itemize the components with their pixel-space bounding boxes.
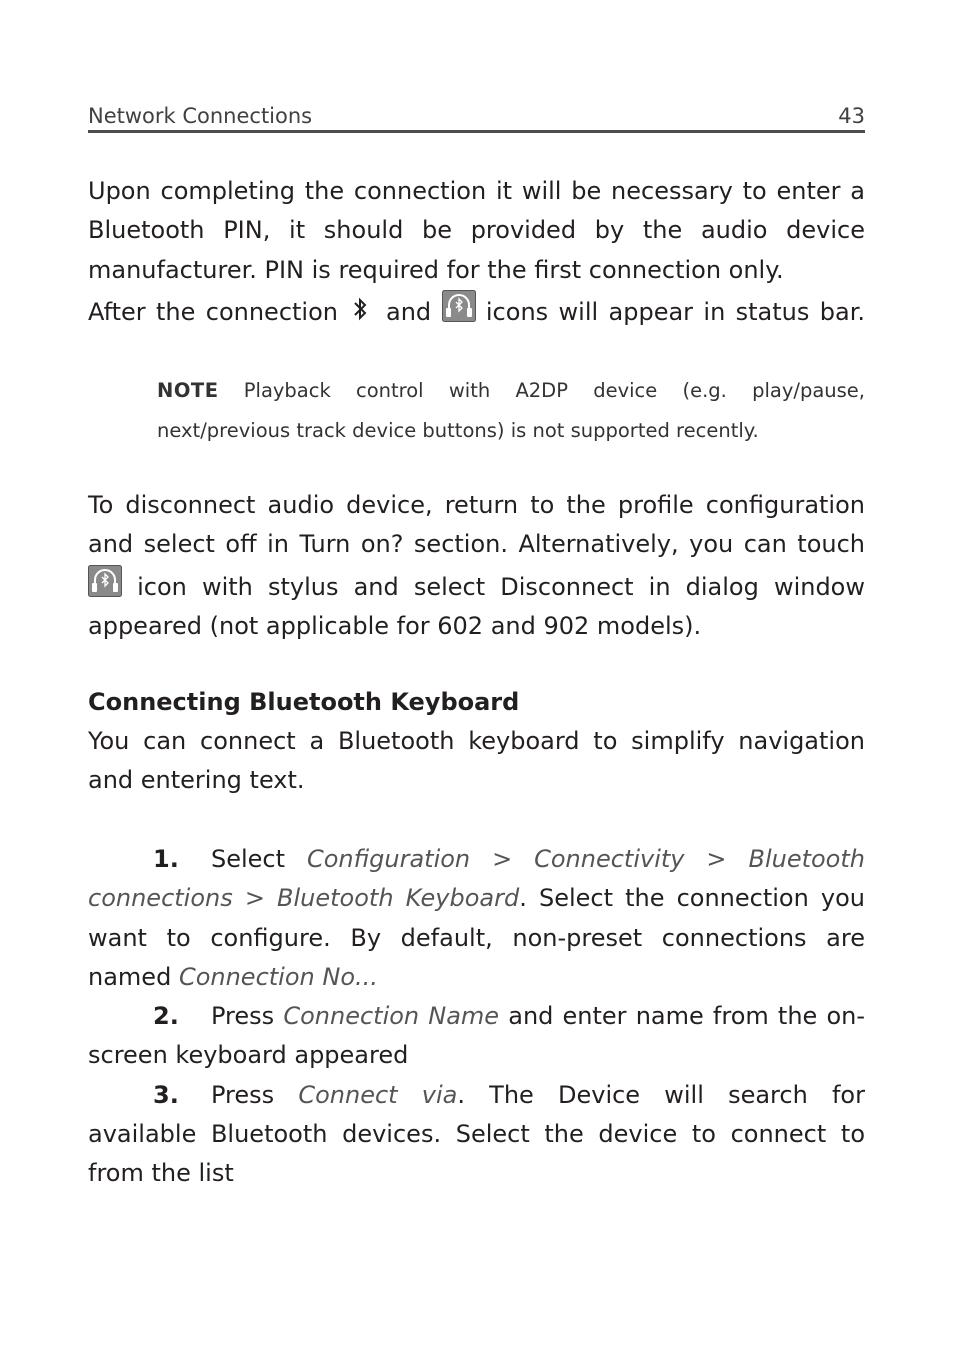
running-header xyxy=(88,102,865,133)
section-heading: Connecting Bluetooth Keyboard xyxy=(88,688,520,716)
step-item-3 xyxy=(88,1076,865,1194)
status-line-part-c: icons will appear in status bar. xyxy=(485,297,865,326)
menu-path: Connection Name xyxy=(283,1002,500,1031)
step-item-1 xyxy=(88,840,865,997)
step-text: Select xyxy=(211,845,286,873)
section-intro: You can connect a Bluetooth keyboard to simplify navigation and entering text. xyxy=(88,727,865,795)
paragraph-disconnect xyxy=(88,486,865,646)
step-text: . The Device will search for available Bluetooth devices. Select the device to connect to from the list xyxy=(88,1080,865,1188)
note-label: NOTE xyxy=(157,379,219,402)
paragraph-pin xyxy=(88,172,865,332)
step-number: 1. xyxy=(153,845,179,873)
note-block xyxy=(157,371,865,451)
step-item-2 xyxy=(88,997,865,1076)
paragraph-pin-text: Upon completing the connection it will be necessary to enter a Bluetooth PIN, it should be provided by the audio device manufacturer. PIN is required for the first connection only. xyxy=(88,177,865,284)
disconnect-text-b: icon with stylus and select Disconnect in dialog window appeared (not applicable for 602 and 902 models). xyxy=(88,572,865,640)
step-text: and enter name from the on-screen keyboard appeared xyxy=(88,1002,865,1070)
bluetooth-icon xyxy=(348,294,372,324)
step-number: 3. xyxy=(153,1080,179,1109)
note-text: Playback control with A2DP device (e.g. play/pause, next/previous track device buttons) is not supported recently. xyxy=(157,379,865,442)
header-title: Network Connections xyxy=(88,104,313,128)
disconnect-text-a: To disconnect audio device, return to the profile configuration and select off in Turn on? section. Alternatively, you can touch xyxy=(88,491,865,559)
step-list xyxy=(88,840,865,1194)
bluetooth-headphones-icon xyxy=(88,565,122,597)
status-bar-line xyxy=(88,290,865,332)
menu-path: Connect via xyxy=(298,1080,458,1109)
status-line-part-b: and xyxy=(385,297,432,326)
menu-path: Configuration > Connectivity > Bluetooth connections > Bluetooth Keyboard xyxy=(88,845,865,913)
page-number: 43 xyxy=(838,104,865,128)
status-line-part-a: After the connection xyxy=(88,297,338,326)
bluetooth-headphones-icon xyxy=(442,290,476,322)
step-number: 2. xyxy=(153,1002,179,1031)
step-text: . Select the connection you want to configure. By default, non-preset connections are named xyxy=(88,884,866,991)
step-text: Press xyxy=(211,1002,275,1031)
step-text: Press xyxy=(211,1080,275,1109)
default-connection-name: Connection No... xyxy=(178,962,378,991)
